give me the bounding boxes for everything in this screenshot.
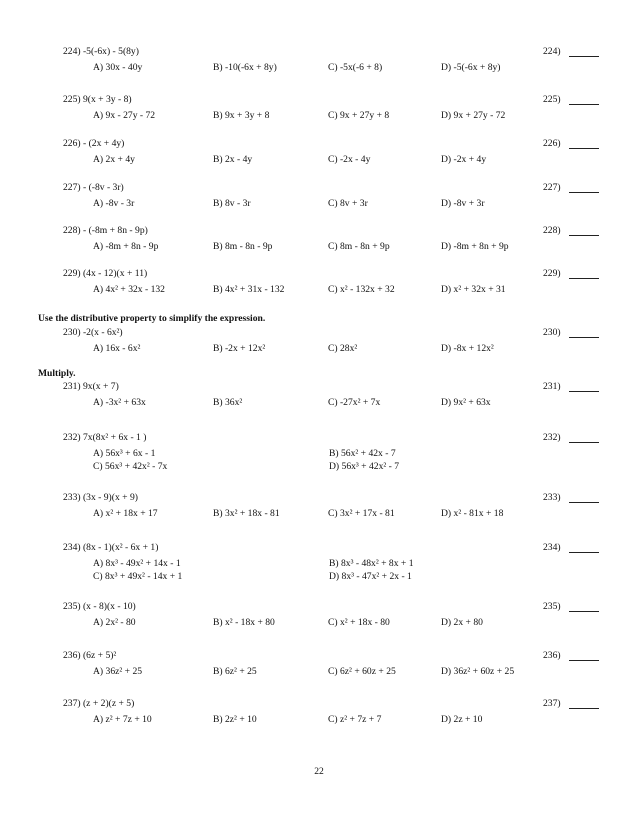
page-number: 22 [314,766,324,777]
option-a: A) 30x - 40y [93,62,143,73]
option-a: A) 4x² + 32x - 132 [93,284,165,295]
option-c: C) 9x + 27y + 8 [328,110,390,121]
option-a: A) z² + 7z + 10 [93,714,152,725]
option-b: B) -2x + 12x² [213,343,266,354]
answer-number: 227) [543,182,561,193]
question-stem: 235) (x - 8)(x - 10) [63,601,136,612]
option-c: C) x² + 18x - 80 [328,617,390,628]
option-b: B) 36x² [213,397,243,408]
option-c: C) 56x³ + 42x² - 7x [93,461,168,472]
question-stem: 224) -5(-6x) - 5(8y) [63,46,139,57]
question-stem: 225) 9(x + 3y - 8) [63,94,132,105]
option-c: C) 28x² [328,343,358,354]
option-a: A) 8x³ - 49x² + 14x - 1 [93,558,181,569]
option-c: C) 3x² + 17x - 81 [328,508,395,519]
option-d: D) 36z² + 60z + 25 [441,666,515,677]
section-directions: Use the distributive property to simplify the expression. [38,313,266,324]
answer-number: 224) [543,46,561,57]
option-c: C) 8v + 3r [328,198,368,209]
answer-blank[interactable] [569,235,599,236]
option-b: B) 3x² + 18x - 81 [213,508,280,519]
question-stem: 233) (3x - 9)(x + 9) [63,492,138,503]
option-c: C) -27x² + 7x [328,397,381,408]
option-d: D) -2x + 4y [441,154,487,165]
answer-number: 237) [543,698,561,709]
option-d: D) -8x + 12x² [441,343,494,354]
option-d: D) 2x + 80 [441,617,483,628]
option-a: A) -8v - 3r [93,198,135,209]
answer-number: 236) [543,650,561,661]
question-stem: 229) (4x - 12)(x + 11) [63,268,148,279]
option-c: C) -2x - 4y [328,154,371,165]
answer-number: 228) [543,225,561,236]
option-b: B) 2z² + 10 [213,714,257,725]
option-a: A) 2x + 4y [93,154,135,165]
answer-blank[interactable] [569,442,599,443]
option-a: A) x² + 18x + 17 [93,508,158,519]
section-directions: Multiply. [38,368,76,379]
option-a: A) 56x³ + 6x - 1 [93,448,156,459]
option-d: D) 8x³ - 47x² + 2x - 1 [329,571,412,582]
answer-blank[interactable] [569,708,599,709]
option-b: B) 4x² + 31x - 132 [213,284,285,295]
option-c: C) x² - 132x + 32 [328,284,395,295]
answer-blank[interactable] [569,391,599,392]
option-c: C) z² + 7z + 7 [328,714,382,725]
option-c: C) -5x(-6 + 8) [328,62,383,73]
question-stem: 236) (6z + 5)² [63,650,117,661]
answer-number: 231) [543,381,561,392]
answer-number: 230) [543,327,561,338]
option-d: D) -8m + 8n + 9p [441,241,509,252]
option-b: B) 56x² + 42x - 7 [329,448,396,459]
option-d: D) x² - 81x + 18 [441,508,504,519]
answer-number: 232) [543,432,561,443]
option-d: D) -5(-6x + 8y) [441,62,501,73]
answer-blank[interactable] [569,278,599,279]
option-d: D) 2z + 10 [441,714,483,725]
option-b: B) 2x - 4y [213,154,253,165]
option-d: D) 9x² + 63x [441,397,491,408]
answer-blank[interactable] [569,337,599,338]
option-d: D) -8v + 3r [441,198,485,209]
option-d: D) 56x³ + 42x² - 7 [329,461,400,472]
option-a: A) 9x - 27y - 72 [93,110,156,121]
option-d: D) 9x + 27y - 72 [441,110,506,121]
option-a: A) -8m + 8n - 9p [93,241,159,252]
answer-blank[interactable] [569,56,599,57]
question-stem: 230) -2(x - 6x²) [63,327,123,338]
answer-number: 225) [543,94,561,105]
answer-number: 226) [543,138,561,149]
option-c: C) 8x³ + 49x² - 14x + 1 [93,571,183,582]
answer-blank[interactable] [569,148,599,149]
question-stem: 228) - (-8m + 8n - 9p) [63,225,148,236]
answer-blank[interactable] [569,192,599,193]
option-c: C) 6z² + 60z + 25 [328,666,396,677]
question-stem: 231) 9x(x + 7) [63,381,119,392]
answer-blank[interactable] [569,552,599,553]
option-b: B) 8v - 3r [213,198,251,209]
option-b: B) 9x + 3y + 8 [213,110,270,121]
option-a: A) -3x² + 63x [93,397,146,408]
answer-number: 233) [543,492,561,503]
answer-blank[interactable] [569,502,599,503]
option-c: C) 8m - 8n + 9p [328,241,390,252]
option-a: A) 16x - 6x² [93,343,141,354]
question-stem: 232) 7x(8x² + 6x - 1 ) [63,432,147,443]
answer-number: 234) [543,542,561,553]
option-b: B) 8x³ - 48x² + 8x + 1 [329,558,414,569]
option-b: B) -10(-6x + 8y) [213,62,277,73]
question-stem: 237) (z + 2)(z + 5) [63,698,135,709]
answer-blank[interactable] [569,660,599,661]
answer-blank[interactable] [569,104,599,105]
option-b: B) 8m - 8n - 9p [213,241,273,252]
answer-number: 235) [543,601,561,612]
answer-blank[interactable] [569,611,599,612]
question-stem: 227) - (-8v - 3r) [63,182,124,193]
option-a: A) 36z² + 25 [93,666,143,677]
option-b: B) x² - 18x + 80 [213,617,275,628]
answer-number: 229) [543,268,561,279]
option-d: D) x² + 32x + 31 [441,284,506,295]
question-stem: 226) - (2x + 4y) [63,138,125,149]
option-a: A) 2x² - 80 [93,617,136,628]
option-b: B) 6z² + 25 [213,666,257,677]
question-stem: 234) (8x - 1)(x² - 6x + 1) [63,542,159,553]
